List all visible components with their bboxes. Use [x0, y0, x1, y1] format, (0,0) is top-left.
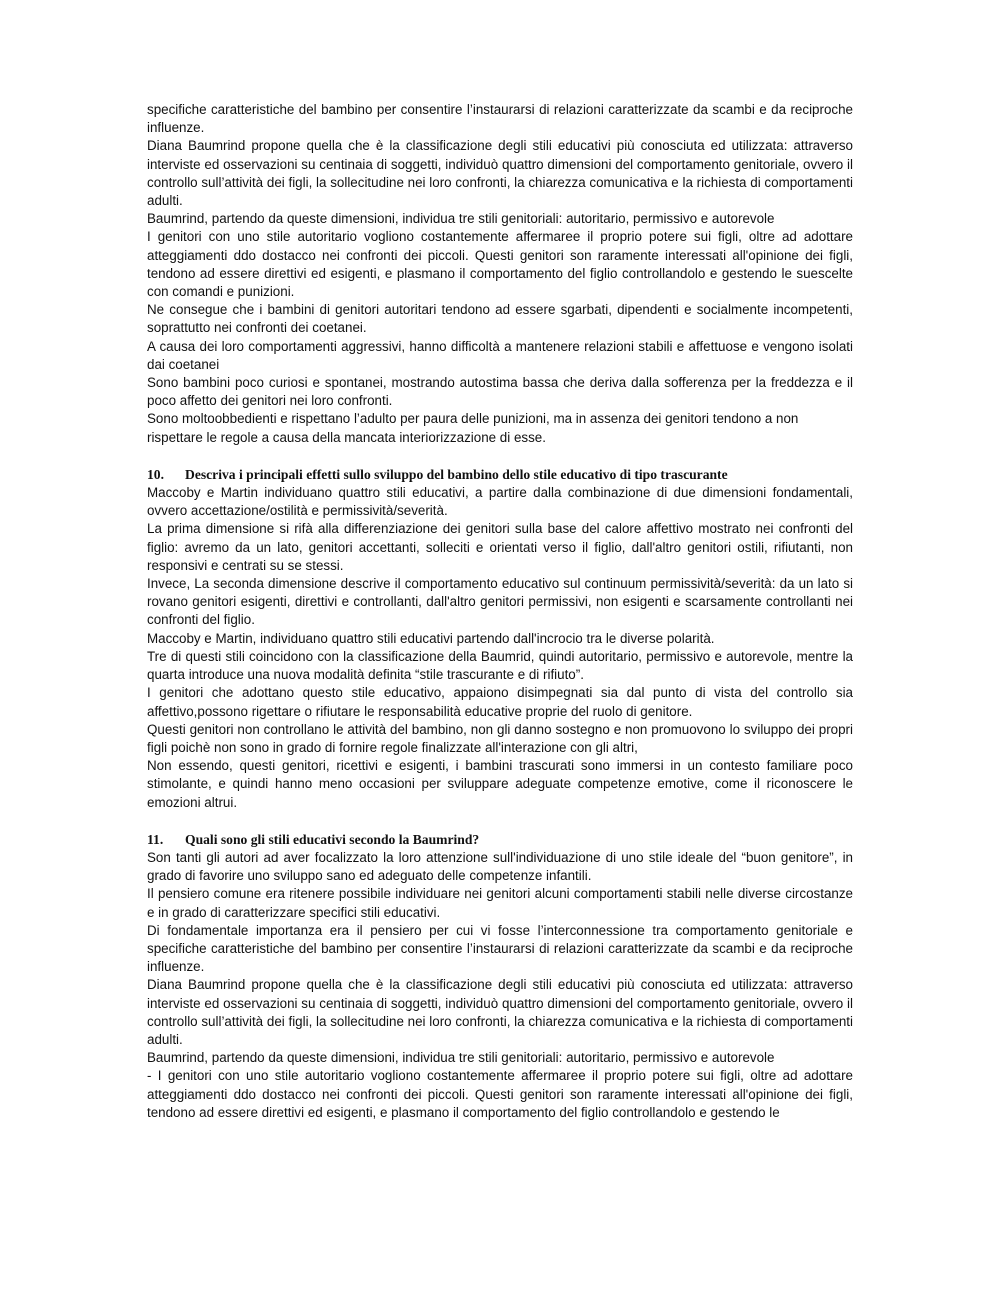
paragraph: I genitori che adottano questo stile educativo, appaiono disimpegnati sia dal punto di vista del controllo sia affettivo,possono rigettare o rifiutare le responsabilità educative proprie del ruolo di genitore. — [147, 685, 853, 719]
paragraph: A causa dei loro comportamenti aggressivi, hanno difficoltà a mantenere relazioni stabili e affettuose e vengono isolati dai coetanei — [147, 338, 853, 372]
paragraph: Il pensiero comune era ritenere possibile individuare nei genitori alcuni comportamenti stabili nelle diverse circostanze e in grado di caratterizzare specifici stili educativi. — [147, 886, 853, 920]
paragraph: Tre di questi stili coincidono con la classificazione della Baumrid, quindi autoritario, permissivo e autorevole, mentre la quarta introduce una nuova modalità definita “stile trascurante e di rifiuto”. — [147, 648, 853, 683]
paragraph: Sono bambini poco curiosi e spontanei, mostrando autostima bassa che deriva dalla sofferenza per la freddezza e il poco affetto dei genitori nei loro confronti. — [147, 375, 853, 409]
paragraph: Di fondamentale importanza era il pensiero per cui vi fosse l’interconnessione tra comportamento genitoriale e specifiche caratteristiche del bambino per consentire l’instaurarsi di relazioni caratterizzate da scambi e da reciproche influenze. — [147, 922, 853, 975]
question-number: 10. — [147, 466, 164, 482]
paragraph: Maccoby e Martin individuano quattro stili educativi, a partire dalla combinazione di due dimensioni fondamentali, ovvero accettazione/ostilità e permissività/severità. — [147, 485, 853, 519]
paragraph: Sono moltoobbedienti e rispettano l’adulto per paura delle punizioni, ma in assenza dei genitori tendono a non — [147, 411, 799, 427]
paragraph: Non essendo, questi genitori, ricettivi e esigenti, i bambini trascurati sono immersi in un contesto familiare poco stimolante, e quindi hanno meno occasioni per sviluppare adeguate competenze emotive, come il riconoscere le emozioni altrui. — [147, 758, 853, 810]
paragraph: Diana Baumrind propone quella che è la classificazione degli stili educativi più conosciuta ed utilizzata: attraverso interviste ed osservazioni su centinaia di soggetti, individuò quattro dimensioni del comportamento genitoriale, ovvero il controllo sull’attività dei figli, la sollecitudine nei loro confronti, la chiarezza comunicativa e la richiesta di comportamenti adulti. — [147, 138, 853, 209]
question-number: 11. — [147, 831, 164, 847]
paragraph: Questi genitori non controllano le attività del bambino, non gli danno sostegno e non promuovono lo sviluppo dei propri figli poichè non sono in grado di fornire regole finalizzate all'interazione con gli altri, — [147, 721, 853, 755]
paragraph: - I genitori con uno stile autoritario vogliono costantemente affermaree il proprio potere sui figli, oltre ad adottare atteggiamenti ddo dostacco nei confronti dei piccoli. Questi genitori son raramente interessati all'opinione dei figli, tendono ad essere direttivi ed esigenti, e plasmano il comportamento del figlio controllandolo e gestendo le — [147, 1068, 853, 1120]
question-heading-11 — [147, 831, 853, 849]
question-title: Quali sono gli stili educativi secondo la Baumrind? — [185, 831, 480, 847]
paragraph: Baumrind, partendo da queste dimensioni, individua tre stili genitoriali: autoritario, permissivo e autorevole — [147, 211, 775, 227]
question-heading-10 — [147, 466, 853, 484]
paragraph: Baumrind, partendo da queste dimensioni, individua tre stili genitoriali: autoritario, permissivo e autorevole — [147, 1050, 775, 1066]
paragraph: rispettare le regole a causa della mancata interiorizzazione di esse. — [147, 429, 546, 445]
paragraph: specifiche caratteristiche del bambino per consentire l’instaurarsi di relazioni caratterizzate da scambi e da reciproche influenze. — [147, 102, 853, 136]
paragraph: Maccoby e Martin, individuano quattro stili educativi partendo dall'incrocio tra le diverse polarità. — [147, 630, 715, 646]
document-page — [147, 101, 853, 1122]
paragraph: Diana Baumrind propone quella che è la classificazione degli stili educativi più conosciuta ed utilizzata: attraverso interviste ed osservazioni su centinaia di soggetti, individuò quattro dimensioni del comportamento genitoriale, ovvero il controllo sull’attività dei figli, la sollecitudine nei loro confronti, la chiarezza comunicativa e la richiesta di comportamenti adulti. — [147, 977, 853, 1047]
paragraph: I genitori con uno stile autoritario vogliono costantemente affermaree il proprio potere sui figli, oltre ad adottare atteggiamenti ddo dostacco nei confronti dei piccoli. Questi genitori son raramente interessati all'opinione dei figli, tendono ad essere direttivi ed esigenti, e plasmano il comportamento del figlio controllandolo e gestendo le suescelte con comandi e punizioni. — [147, 229, 853, 300]
question-title: Descriva i principali effetti sullo sviluppo del bambino dello stile educativo di tipo trascurante — [185, 466, 728, 482]
paragraph: La prima dimensione si rifà alla differenziazione dei genitori sulla base del calore affettivo mostrato nei confronti del figlio: avremo da un lato, genitori accettanti, solleciti e orientati verso il figlio, dall'altro genitori ostili, rifiutanti, non responsivi e centrati su se stessi. — [147, 521, 853, 573]
paragraph: Invece, La seconda dimensione descrive il comportamento educativo sul continuum permissività/severità: da un lato si rovano genitori esigenti, direttivi e controllanti, dall'altro genitori permissivi, non esigenti e scarsamente controllanti nei confronti del figlio. — [147, 576, 853, 628]
paragraph: Ne consegue che i bambini di genitori autoritari tendono ad essere sgarbati, dipendenti e socialmente incompetenti, soprattutto nei confronti dei coetanei. — [147, 302, 853, 336]
paragraph: Son tanti gli autori ad aver focalizzato la loro attenzione sull'individuazione di uno stile ideale del “buon genitore”, in grado di favorire uno sviluppo sano ed adeguato delle competenze infantili. — [147, 849, 853, 884]
